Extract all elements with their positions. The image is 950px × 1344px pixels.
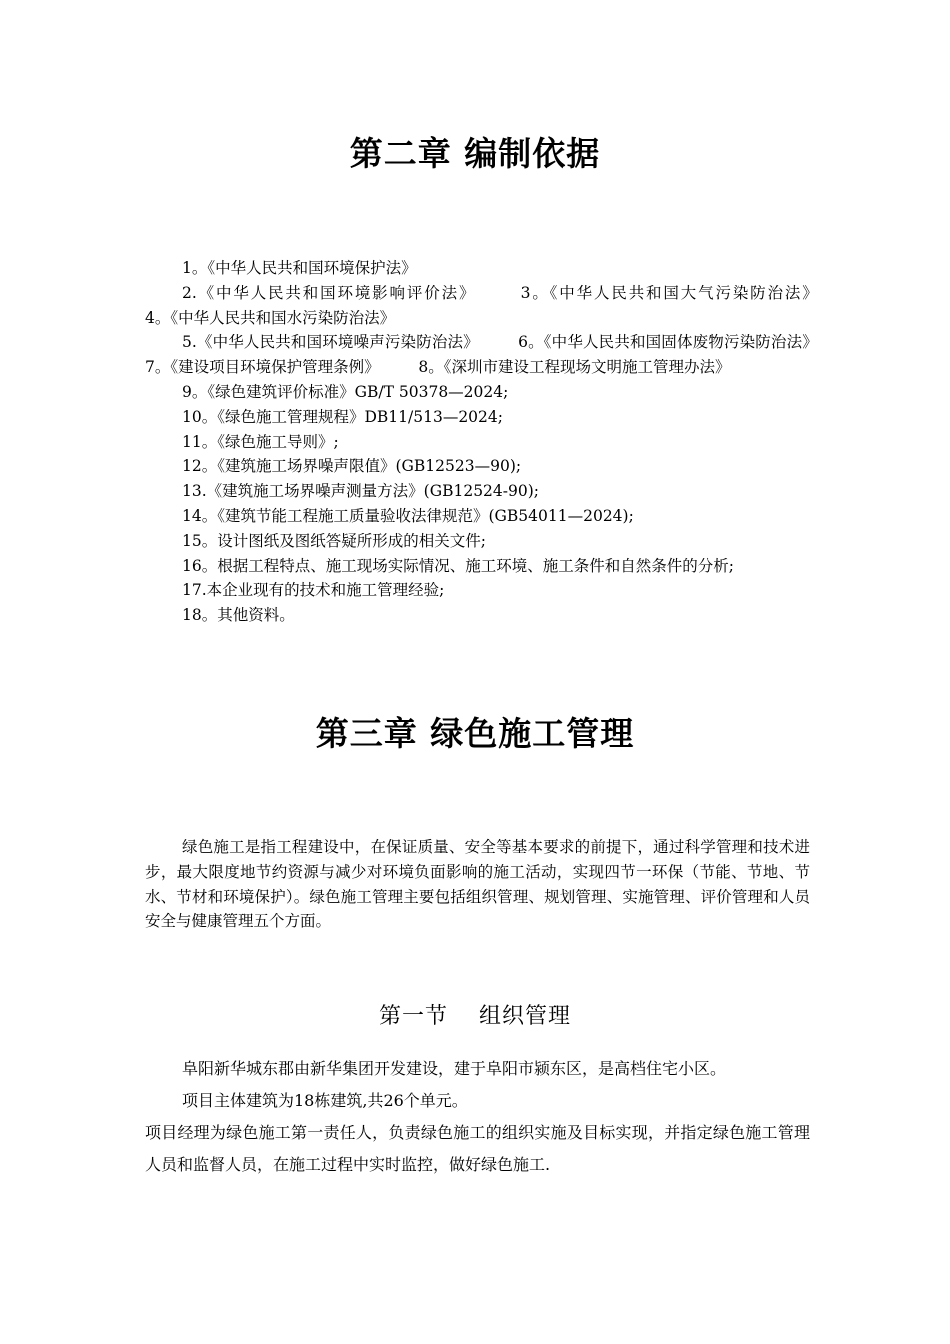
- reference-item-11: 11。《绿色施工导则》;: [182, 432, 339, 451]
- reference-item-17: 17.本企业现有的技术和施工管理经验;: [182, 581, 445, 600]
- chapter-3-intro-paragraph: 绿色施工是指工程建设中，在保证质量、安全等基本要求的前提下，通过科学管理和技术进步，最大限度地节约资源与减少对环境负面影响的施工活动，实现四节一环保（节能、节地、节水、节材和环境保护）。绿色施工管理主要包括组织管理、规划管理、实施管理、评价管理和人员安全与健康管理五个方面。: [145, 838, 810, 931]
- reference-item-14: 14。《建筑节能工程施工质量验收法律规范》(GB54011—2024);: [182, 506, 634, 525]
- section-1-paragraph-3: 项目经理为绿色施工第一责任人，负责绿色施工的组织实施及目标实现，并指定绿色施工管理人员和监督人员，在施工过程中实时监控，做好绿色施工.: [145, 1123, 810, 1174]
- section-1-title: 第一节 组织管理: [379, 1004, 571, 1029]
- reference-item-13: 13.《建筑施工场界噪声测量方法》(GB12524-90);: [182, 482, 540, 501]
- section-1-paragraph-2: 项目主体建筑为18栋建筑,共26个单元。: [182, 1091, 468, 1110]
- reference-item-9: 9。《绿色建筑评价标准》GB/T 50378—2024;: [182, 382, 509, 401]
- chapter-2-reference-list: [145, 256, 857, 628]
- reference-item-18: 18。其他资料。: [182, 606, 295, 625]
- section-1-paragraph-1: 阜阳新华城东郡由新华集团开发建设，建于阜阳市颍东区，是高档住宅小区。: [182, 1059, 727, 1078]
- chapter-3-title: 第三章 绿色施工管理: [315, 714, 635, 753]
- reference-item-15: 15。设计图纸及图纸答疑所形成的相关文件;: [182, 531, 486, 550]
- section-1-body: [145, 1053, 810, 1181]
- reference-item-12: 12。《建筑施工场界噪声限值》(GB12523—90);: [182, 457, 522, 476]
- chapter-3-intro-block: [145, 835, 810, 934]
- reference-item-5: 5.《中华人民共和国环境噪声污染防治法》 6。《中华人民共和国固体废物污染防治法》 7。《建设项目环境保护管理条例》 8。《深圳市建设工程现场文明施工管理办法》: [145, 333, 857, 377]
- reference-item-10: 10。《绿色施工管理规程》DB11/513—2024;: [182, 407, 503, 426]
- reference-item-1: 1。《中华人民共和国环境保护法》: [182, 259, 417, 277]
- chapter-2-title: 第二章 编制依据: [349, 134, 601, 173]
- reference-item-16: 16。根据工程特点、施工现场实际情况、施工环境、施工条件和自然条件的分析;: [182, 556, 734, 575]
- reference-item-2: 2.《中华人民共和国环境影响评价法》 3。《中华人民共和国大气污染防治法》 4。《中华人民共和国水污染防治法》: [145, 283, 857, 327]
